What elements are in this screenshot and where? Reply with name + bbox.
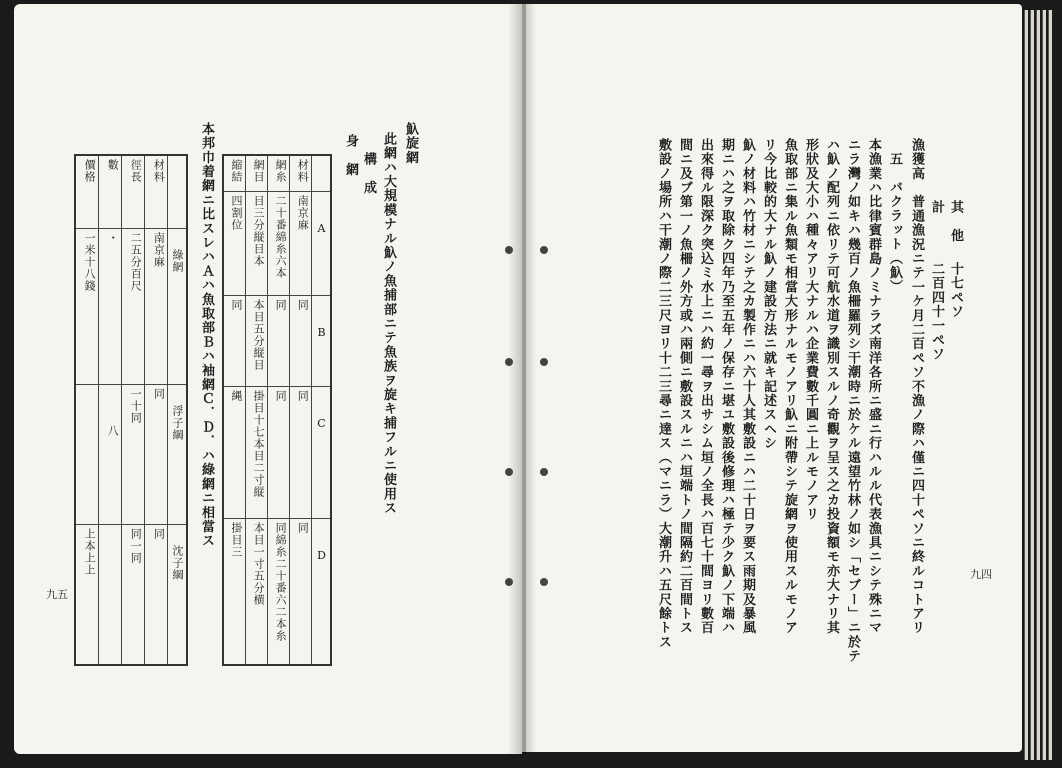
table-header-cell: C xyxy=(315,416,328,431)
table-cell: 數 xyxy=(106,159,120,171)
table-cell: 網目 xyxy=(252,159,266,183)
body-net-label: 身 網 xyxy=(343,134,358,177)
yield-line: 漁獲高 普通漁況ニテ一ケ月二百ペソ不漁ノ際ハ僅ニ四十ペソニ終ルコトアリ xyxy=(909,138,924,635)
body-line: 魞ノ材料ハ竹材ニシテ之カ製作ニハ六十人其敷設ニハ二十日ヲ要ス雨期及暴風 xyxy=(740,138,755,635)
spine-shadow xyxy=(522,4,536,754)
table-cell: ・ xyxy=(106,231,120,244)
table-cell xyxy=(117,525,121,664)
table-cell xyxy=(94,385,98,524)
body-line: 出來得ル限深ク突込ミ水上ニハ約一尋ヲ出サシム垣ノ全長ハ百七十間ヨリ數百 xyxy=(698,138,713,635)
table-cell: 本目五分縦目 xyxy=(252,299,266,372)
table-cell: 八 xyxy=(106,424,120,437)
table-cell: 縮結 xyxy=(230,159,244,183)
table-cell: 同 xyxy=(274,389,288,402)
table-cell xyxy=(326,156,330,191)
binding-hole xyxy=(505,578,513,586)
heading-other: 其 他 xyxy=(948,200,963,243)
table-cell: 同綿糸二十番六二本糸 xyxy=(274,522,288,643)
table-cell: 目三分縦目本 xyxy=(252,194,266,267)
binding-hole xyxy=(505,246,513,254)
page-edge xyxy=(1042,10,1046,760)
body-line: 敷設ノ場所ハ干潮ノ際二三尺ヨリ十二三尋ニ達ス（マニラ）大潮升ハ五尺餘トス xyxy=(656,138,671,650)
table-cell: 二五分百尺 xyxy=(129,231,143,292)
body-line: 本漁業ハ比律賓群島ノミナラズ南洋各所ニ盛ニ行ハルル代表漁具ニシテ殊ニマ xyxy=(866,138,881,635)
table-cell xyxy=(182,156,186,228)
section-title: 五 バクラット（魞） xyxy=(887,152,902,294)
body-line: 魚取部ニ集ル魚類モ相當大形ナルモノアリ魞ニ附帶シテ旋網ヲ使用スルモノア xyxy=(782,138,797,635)
page-edge xyxy=(1036,10,1040,760)
binding-hole xyxy=(540,358,548,366)
table-cell: 同 xyxy=(296,299,310,312)
table-header-cell: A xyxy=(315,221,328,236)
table-cell: 網糸 xyxy=(274,159,288,183)
table-cell: 掛目十七本目二寸縦 xyxy=(252,389,266,498)
left-footer-line: 本邦巾着網ニ比スレハＡハ魚取部Ｂハ袖網Ｃ．Ｄ．ハ綠網ニ相當ス xyxy=(199,122,214,548)
table-cell: 材料 xyxy=(296,159,310,183)
table-cell: 一十同 xyxy=(129,387,143,424)
body-line: 形狀及大小ハ種々アリ大ナルハ企業費數千圓ニ上ルモノアリ xyxy=(803,138,818,522)
table-cell: 一米十八錢 xyxy=(83,231,97,292)
left-section-title: 魞旋網 xyxy=(403,122,418,165)
binding-hole xyxy=(505,358,513,366)
structure-label: 構 成 xyxy=(361,152,376,195)
left-page-number: 九五 xyxy=(46,588,68,601)
body-line: リ今比較的大ナル魞ノ建設方法ニ就キ記述スヘシ xyxy=(761,138,776,451)
net-spec-table-ropes xyxy=(74,154,188,666)
table-cell: 縄 xyxy=(230,389,244,402)
binding-hole xyxy=(540,468,548,476)
table-cell: 同 xyxy=(152,387,166,400)
page-edge xyxy=(1030,10,1034,760)
page-edge xyxy=(1048,10,1052,760)
table-cell: 同一同 xyxy=(129,527,143,564)
page-edge xyxy=(1024,10,1028,760)
table-header-cell: D xyxy=(315,549,328,564)
left-page xyxy=(14,4,522,754)
table-cell: 本目一寸五分横 xyxy=(252,522,266,607)
table-header-cell: 沈子綱 xyxy=(171,544,184,581)
binding-hole xyxy=(540,578,548,586)
table-cell: 上本上上 xyxy=(83,527,97,576)
price-total: 十七ペソ xyxy=(948,262,963,319)
right-page-number: 九四 xyxy=(970,568,992,581)
body-line: ニラ灣ノ如キハ幾百ノ魚柵羅列シ干潮時ニ於ケル遠望竹林ノ如シ「セブー」ニ於テ xyxy=(845,138,860,664)
table-cell: 材料 xyxy=(152,159,166,183)
subtotal-label: 計 xyxy=(929,200,944,215)
binding-hole xyxy=(540,246,548,254)
table-header-cell: B xyxy=(315,326,328,341)
table-cell: 同 xyxy=(296,389,310,402)
table-cell: 同 xyxy=(152,527,166,540)
table-cell: 南京麻 xyxy=(296,194,310,231)
table-header-cell: 綠網 xyxy=(171,248,184,273)
table-cell: 南京麻 xyxy=(152,231,166,268)
table-cell: 四割位 xyxy=(230,194,244,231)
table-cell: 徑長 xyxy=(129,159,143,183)
table-cell: 同 xyxy=(296,522,310,535)
table-cell: 價格 xyxy=(83,159,97,183)
subtotal-value: 二百四十一ペソ xyxy=(929,262,944,362)
binding-hole xyxy=(505,468,513,476)
table-cell: 二十番綿糸六本 xyxy=(274,194,288,279)
table-cell: 掛目三 xyxy=(230,522,244,559)
table-cell: 同 xyxy=(274,299,288,312)
table-cell: 同 xyxy=(230,299,244,312)
right-page xyxy=(522,4,1022,752)
net-spec-table-main xyxy=(222,154,332,666)
body-line: ハ魞ノ配列ニ依リテ可航水道ヲ識別スルノ奇觀ヲ呈ス之カ投資額モ亦大ナリ其 xyxy=(824,138,839,635)
left-intro-line: 此網ハ大規模ナル魞ノ魚捕部ニテ魚族ヲ旋キ捕フルニ使用ス xyxy=(381,132,396,516)
table-header-cell: 浮子綱 xyxy=(171,404,184,441)
body-line: 間ニ及ブ第一ノ魚柵ノ外方或ハ兩側ニ敷設スルニハ垣端トノ間隔約二百間トス xyxy=(677,138,692,635)
body-line: 期ニハ之ヲ取除ク四年乃至五年ノ保存ニ堪ユ敷設後修理ハ極テ少ク魞ノ下端ハ xyxy=(719,138,734,635)
